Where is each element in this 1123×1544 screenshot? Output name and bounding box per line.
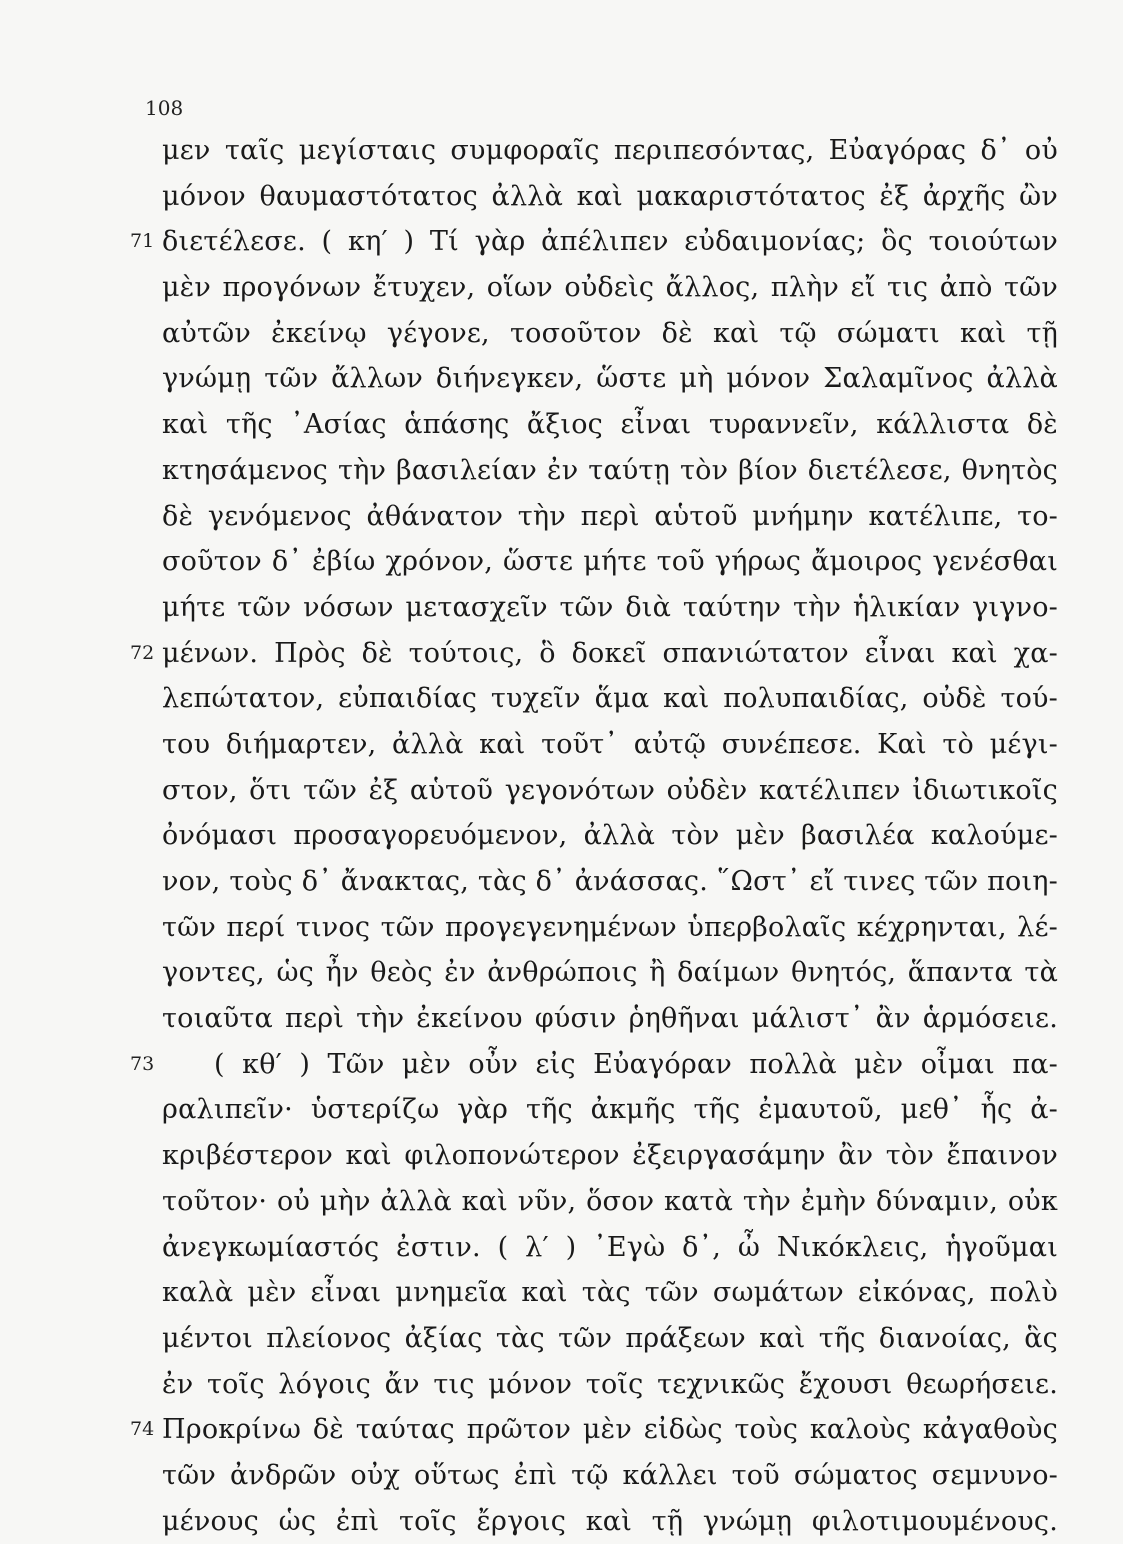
line-text: διετέλεσε. ( κη′ ) Τί γὰρ ἀπέλιπεν εὐδαιμονίας; ὃς τοιούτων bbox=[162, 226, 1058, 258]
text-line bbox=[0, 905, 1123, 951]
text-line bbox=[0, 1407, 1123, 1453]
line-text: μὲν προγόνων ἔτυχεν, οἵων οὐδεὶς ἄλλος, πλὴν εἴ τις ἀπὸ τῶν bbox=[162, 272, 1058, 304]
text-line bbox=[0, 402, 1123, 448]
section-number: 71 bbox=[130, 230, 155, 253]
line-text: τοῦτον· οὐ μὴν ἀλλὰ καὶ νῦν, ὅσον κατὰ τὴν ἐμὴν δύναμιν, οὐκ bbox=[162, 1185, 1058, 1217]
text-line bbox=[0, 859, 1123, 905]
greek-text-body bbox=[0, 128, 1123, 1544]
line-text: μένους ὡς ἐπὶ τοῖς ἔργοις καὶ τῇ γνώμῃ φιλοτιμουμένους. bbox=[162, 1505, 1058, 1537]
line-text: δὲ γενόμενος ἀθάνατον τὴν περὶ αὑτοῦ μνήμην κατέλιπε, το- bbox=[162, 500, 1058, 532]
line-text: μεν ταῖς μεγίσταις συμφοραῖς περιπεσόντας, Εὐαγόρας δ᾽ οὐ bbox=[162, 135, 1058, 166]
text-line bbox=[0, 174, 1123, 220]
line-text: καλὰ μὲν εἶναι μνημεῖα καὶ τὰς τῶν σωμάτων εἰκόνας, πολὺ bbox=[162, 1277, 1058, 1309]
line-text: κριβέστερον καὶ φιλοπονώτερον ἐξειργασάμην ἂν τὸν ἔπαινον bbox=[162, 1140, 1058, 1172]
text-line bbox=[0, 768, 1123, 814]
line-text: κτησάμενος τὴν βασιλείαν ἐν ταύτῃ τὸν βίον διετέλεσε, θνητὸς bbox=[162, 454, 1058, 486]
line-text: γνώμῃ τῶν ἄλλων διήνεγκεν, ὥστε μὴ μόνον Σαλαμῖνος ἀλλὰ bbox=[162, 363, 1058, 395]
text-line bbox=[0, 1179, 1123, 1225]
text-line bbox=[0, 1270, 1123, 1316]
line-text: μόνον θαυμαστότατος ἀλλὰ καὶ μακαριστότατος ἐξ ἀρχῆς ὢν bbox=[162, 180, 1058, 212]
text-line bbox=[0, 494, 1123, 540]
page-number: 108 bbox=[145, 96, 184, 120]
line-text: τοιαῦτα περὶ τὴν ἐκείνου φύσιν ῥηθῆναι μάλιστ᾽ ἂν ἁρμόσειε. bbox=[162, 1003, 1058, 1035]
text-line bbox=[0, 219, 1123, 265]
text-line bbox=[0, 1499, 1123, 1544]
line-text: γοντες, ὡς ἦν θεὸς ἐν ἀνθρώποις ἢ δαίμων θνητός, ἅπαντα τὰ bbox=[162, 957, 1058, 989]
text-line bbox=[0, 1453, 1123, 1499]
line-text: λεπώτατον, εὐπαιδίας τυχεῖν ἅμα καὶ πολυπαιδίας, οὐδὲ τού- bbox=[162, 683, 1058, 715]
text-line bbox=[0, 1133, 1123, 1179]
line-text: ( κθ′ ) Τῶν μὲν οὖν εἰς Εὐαγόραν πολλὰ μὲν οἶμαι πα- bbox=[214, 1048, 1058, 1080]
line-text: αὐτῶν ἐκείνῳ γέγονε, τοσοῦτον δὲ καὶ τῷ σώματι καὶ τῇ bbox=[162, 317, 1058, 349]
line-text: σοῦτον δ᾽ ἐβίω χρόνον, ὥστε μήτε τοῦ γήρως ἄμοιρος γενέσθαι bbox=[162, 546, 1058, 578]
text-line bbox=[0, 356, 1123, 402]
line-text: μένων. Πρὸς δὲ τούτοις, ὃ δοκεῖ σπανιώτατον εἶναι καὶ χα- bbox=[162, 637, 1058, 669]
section-number: 72 bbox=[130, 641, 155, 664]
text-line bbox=[0, 585, 1123, 631]
text-line bbox=[0, 1316, 1123, 1362]
line-text: ὀνόμασι προσαγορευόμενον, ἀλλὰ τὸν μὲν βασιλέα καλούμε- bbox=[162, 820, 1058, 852]
text-line bbox=[0, 265, 1123, 311]
line-text: τῶν περί τινος τῶν προγεγενημένων ὑπερβολαῖς κέχρηνται, λέ- bbox=[162, 911, 1058, 943]
text-line bbox=[0, 813, 1123, 859]
line-text: ραλιπεῖν· ὑστερίζω γὰρ τῆς ἀκμῆς τῆς ἐμαυτοῦ, μεθ᾽ ἧς ἀ- bbox=[162, 1094, 1058, 1126]
line-text: νον, τοὺς δ᾽ ἄνακτας, τὰς δ᾽ ἀνάσσας. ῞Ωστ᾽ εἴ τινες τῶν ποιη- bbox=[162, 866, 1058, 897]
text-line bbox=[0, 128, 1123, 174]
text-line bbox=[0, 539, 1123, 585]
line-text: ἐν τοῖς λόγοις ἄν τις μόνον τοῖς τεχνικῶς ἔχουσι θεωρήσειε. bbox=[162, 1368, 1058, 1400]
section-number: 74 bbox=[130, 1418, 155, 1441]
text-line bbox=[0, 1225, 1123, 1271]
text-line bbox=[0, 1362, 1123, 1408]
text-line bbox=[0, 676, 1123, 722]
line-text: καὶ τῆς ᾿Ασίας ἁπάσης ἄξιος εἶναι τυραννεῖν, κάλλιστα δὲ bbox=[162, 409, 1058, 441]
line-text: μήτε τῶν νόσων μετασχεῖν τῶν διὰ ταύτην τὴν ἡλικίαν γιγνο- bbox=[162, 591, 1058, 623]
text-line bbox=[0, 950, 1123, 996]
line-text: τῶν ἀνδρῶν οὐχ οὕτως ἐπὶ τῷ κάλλει τοῦ σώματος σεμνυνο- bbox=[162, 1459, 1058, 1491]
text-line bbox=[0, 722, 1123, 768]
text-line bbox=[0, 996, 1123, 1042]
text-line bbox=[0, 311, 1123, 357]
text-line bbox=[0, 1087, 1123, 1133]
line-text: ἀνεγκωμίαστός ἐστιν. ( λ′ ) ᾿Εγὼ δ᾽, ὦ Νικόκλεις, ἡγοῦμαι bbox=[162, 1231, 1058, 1263]
text-line bbox=[0, 631, 1123, 677]
line-text: Προκρίνω δὲ ταύτας πρῶτον μὲν εἰδὼς τοὺς καλοὺς κἀγαθοὺς bbox=[162, 1414, 1058, 1446]
text-line bbox=[0, 1042, 1123, 1088]
line-text: μέντοι πλείονος ἀξίας τὰς τῶν πράξεων καὶ τῆς διανοίας, ἃς bbox=[162, 1322, 1058, 1354]
line-text: στον, ὅτι τῶν ἐξ αὑτοῦ γεγονότων οὐδὲν κατέλιπεν ἰδιωτικοῖς bbox=[162, 774, 1058, 806]
line-text: του διήμαρτεν, ἀλλὰ καὶ τοῦτ᾽ αὐτῷ συνέπεσε. Καὶ τὸ μέγι- bbox=[162, 728, 1058, 760]
section-number: 73 bbox=[130, 1052, 155, 1075]
text-line bbox=[0, 448, 1123, 494]
